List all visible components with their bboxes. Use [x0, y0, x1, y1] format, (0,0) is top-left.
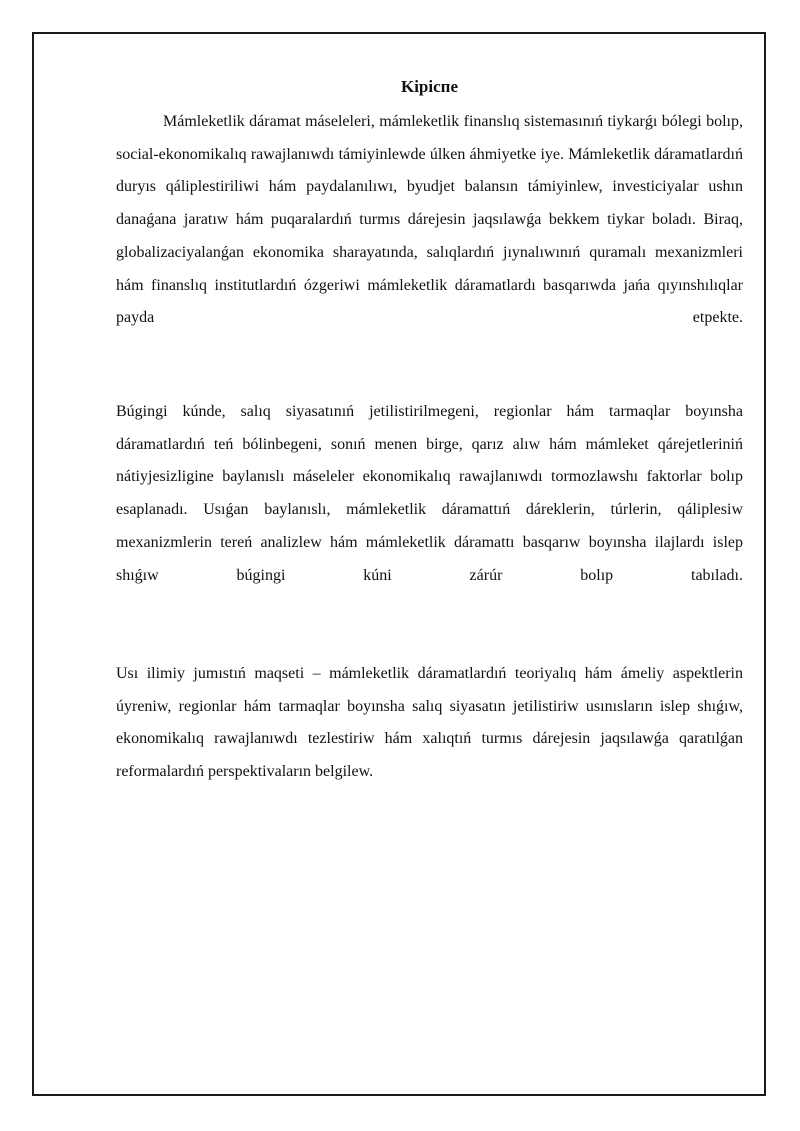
paragraph-1: Mámleketlik dáramat máseleleri, mámleketlik finanslıq sistemasınıń tiykarǵı bólegi bolıp, social-ekonomikalıq rawajlanıwdı támiyinlewde úlken áhmiyetke iye. Mámleketlik dáramatlardıń duryıs qáliplestiriliwi hám paydalanılıwı, byudjet balansın támiyinlew, investiciyalar ushın danaǵana jaratıw hám puqaralardıń turmıs dárejesin jaqsılawǵa bekkem tiykar boladı. Biraq, globalizaciyalanǵan ekonomika sharayatında, salıqlardıń jıynalıwınıń quramalı mexanizmleri hám finanslıq institutlardıń ózgeriwi mámleketlik dáramatlardı basqarıwda jańa qıyınshılıqlar payda etpekte.: [116, 113, 743, 327]
paragraph-2: Búgingi kúnde, salıq siyasatınıń jetilistirilmegeni, regionlar hám tarmaqlar boyınsha dáramatlardıń teń bólinbegeni, sonıń menen birge, qarız alıw hám mámleket qárejetleriniń nátiyjesizligine baylanıslı máseleler ekonomikalıq rawajlanıwdı tormozlawshı faktorlar bolıp esaplanadı. Usıǵan baylanıslı, mámleketlik dáramattıń dáreklerin, túrlerin, qáliplesiw mexanizmlerin tereń analizlew hám mámleketlik dáramattı basqarıw boyınsha ilajlardı islep shıǵıw búgingi kúni zárúr bolıp tabıladı.: [116, 403, 743, 584]
paragraph-3: Usı ilimiy jumıstıń maqseti – mámleketlik dáramatlardıń teoriyalıq hám ámeliy aspektlerin úyreniw, regionlar hám tarmaqlar boyınsha salıq siyasatın jetilistiriw usınısların islep shıǵıw, ekonomikalıq rawajlanıwdı tezlestiriw hám xalıqtıń turmıs dárejesin jaqsılawǵa qaratılǵan reformalardıń perspektivaların belgilew.: [116, 665, 743, 781]
document-title: Kipicпe: [400, 77, 458, 96]
